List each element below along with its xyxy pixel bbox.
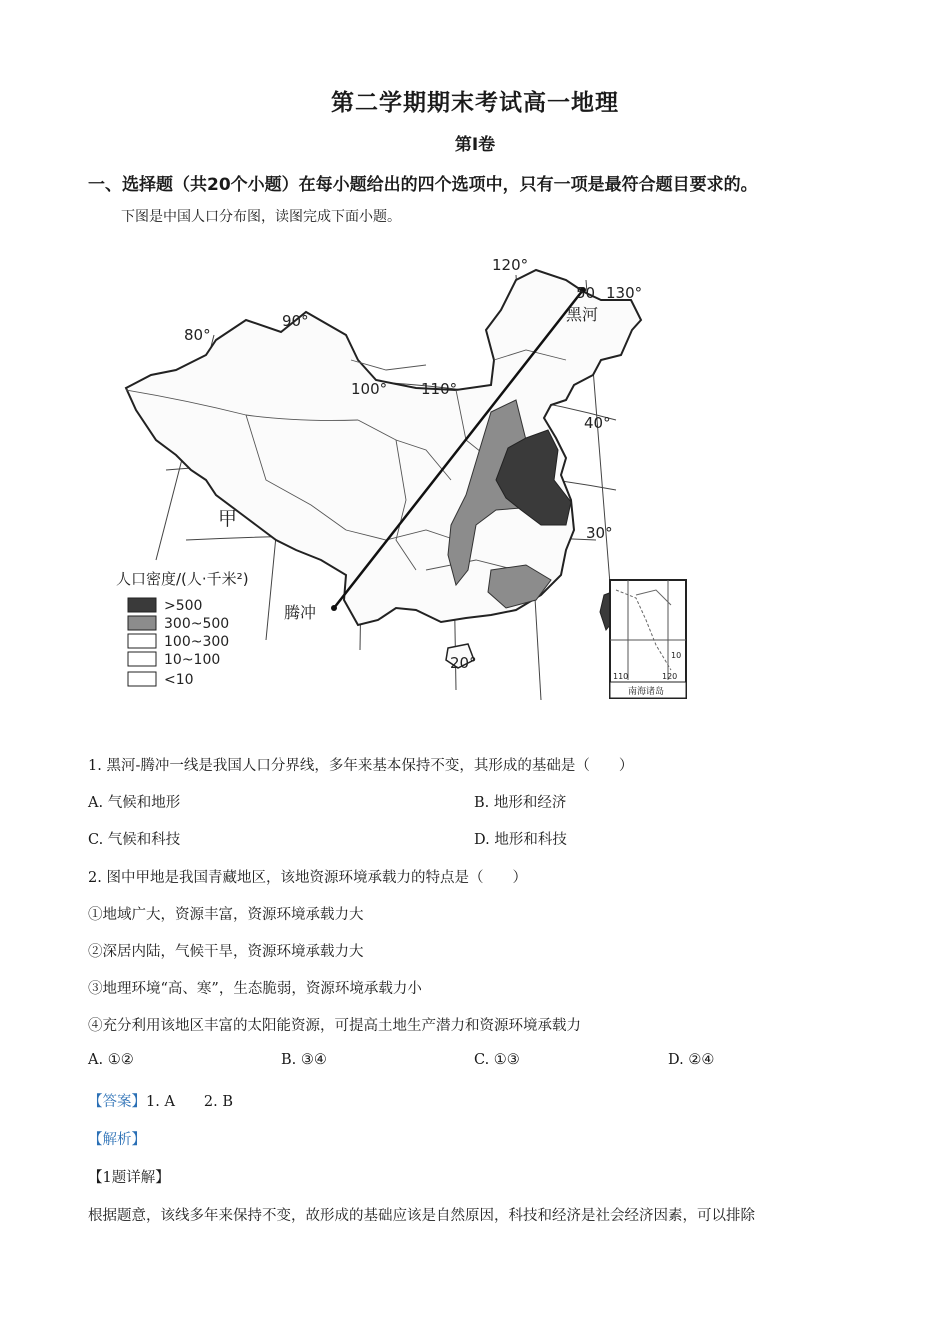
lat-20: 20°	[450, 654, 477, 672]
inset-left-label: 110	[613, 672, 629, 681]
legend-label-gt500: >500	[164, 598, 203, 614]
question-1-option-c[interactable]: C. 气候和科技	[88, 832, 181, 848]
label-heihe: 黑河	[566, 305, 599, 324]
lon-120: 120°	[492, 256, 529, 274]
lon-100: 100°	[351, 380, 388, 398]
inset-right-label: 120	[662, 672, 678, 681]
lon-90: 90°	[282, 312, 309, 330]
question-1-option-b[interactable]: B. 地形和经济	[474, 795, 567, 811]
lon-130: 130°	[606, 284, 643, 302]
question-1-stem: 1. 黑河-腾冲一线是我国人口分界线，多年来基本保持不变，其形成的基础是（ ）	[88, 758, 634, 774]
population-density-map	[96, 240, 696, 710]
lat-30: 30°	[586, 524, 613, 542]
legend-label-lt10: <10	[164, 672, 194, 688]
lon-110: 110°	[421, 380, 458, 398]
question-2-option-b[interactable]: B. ③④	[281, 1052, 327, 1068]
lat-50: 50	[576, 284, 596, 302]
label-tengchong: 腾冲	[284, 603, 317, 622]
question-2-statement-3: ③地理环境“高、寒”，生态脆弱，资源环境承载力小	[88, 981, 422, 997]
south-china-sea-inset	[610, 580, 686, 698]
question-2-stem: 2. 图中甲地是我国青藏地区，该地资源环境承载力的特点是（ ）	[88, 870, 527, 886]
answer-tag: 【答案】	[88, 1094, 146, 1110]
legend-swatch-100-300	[128, 634, 156, 648]
legend-title: 人口密度/(人·千米²)	[116, 570, 249, 588]
detail-tag: 【1题详解】	[88, 1170, 170, 1186]
inset-mid-label: 10	[671, 651, 682, 660]
legend-swatch-300-500	[128, 616, 156, 630]
label-jia: 甲	[218, 508, 238, 530]
section-heading: 一、选择题（共20个小题）在每小题给出的四个选项中，只有一项是最符合题目要求的。	[88, 175, 758, 195]
legend-label-300-500: 300~500	[164, 616, 230, 632]
legend-swatch-gt500	[128, 598, 156, 612]
question-2-statement-1: ①地域广大，资源丰富，资源环境承载力大	[88, 907, 364, 923]
question-2-statement-2: ②深居内陆，气候干旱，资源环境承载力大	[88, 944, 364, 960]
question-2-statement-4: ④充分利用该地区丰富的太阳能资源，可提高土地生产潜力和资源环境承载力	[88, 1018, 581, 1034]
lat-40: 40°	[584, 414, 611, 432]
question-1-option-a[interactable]: A. 气候和地形	[88, 795, 181, 811]
question-2-option-c[interactable]: C. ①③	[474, 1052, 520, 1068]
tengchong-marker	[331, 605, 337, 611]
question-1-option-d[interactable]: D. 地形和科技	[474, 832, 567, 848]
analysis-tag: 【解析】	[88, 1132, 146, 1148]
map-intro: 下图是中国人口分布图，读图完成下面小题。	[121, 209, 401, 225]
question-2-option-d[interactable]: D. ②④	[668, 1052, 715, 1068]
answer-text: 1. A 2. B	[146, 1094, 234, 1110]
page-title: 第二学期期末考试高一地理	[331, 90, 619, 116]
legend-label-100-300: 100~300	[164, 634, 230, 650]
legend-swatch-10-100	[128, 652, 156, 666]
volume-label: 第Ⅰ卷	[454, 135, 496, 155]
lon-80: 80°	[184, 326, 211, 344]
answer-line	[88, 1090, 233, 1111]
map-legend	[116, 570, 249, 688]
legend-swatch-lt10	[128, 672, 156, 686]
detail-text: 根据题意，该线多年来保持不变，故形成的基础应该是自然原因，科技和经济是社会经济因素，可以排除	[88, 1208, 755, 1224]
question-2-option-a[interactable]: A. ①②	[88, 1052, 134, 1068]
legend-label-10-100: 10~100	[164, 652, 221, 668]
inset-name: 南海诸岛	[628, 687, 665, 697]
